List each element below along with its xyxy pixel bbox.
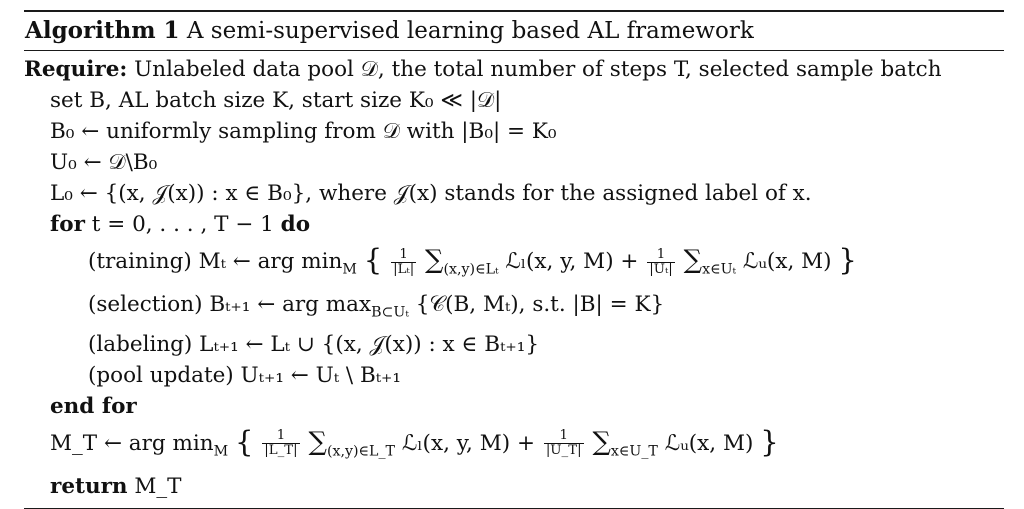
final-sum-2: ∑ xyxy=(592,426,611,457)
init-u0-line xyxy=(24,147,1004,178)
init-b0-text: B₀ ← uniformly sampling from 𝒟 with |B₀| = K₀ xyxy=(50,119,557,144)
end-for-line xyxy=(24,391,1004,422)
training-sum-2-sub: x∈Uₜ xyxy=(702,261,737,278)
for-keyword: for xyxy=(50,212,85,237)
training-term-2: ℒᵤ(x, M) xyxy=(742,249,832,274)
final-lhs: M_T ← arg min xyxy=(50,430,214,456)
final-frac-2 xyxy=(544,429,584,458)
for-line xyxy=(24,209,1004,240)
final-frac-1-num: 1 xyxy=(262,429,299,444)
labeling-rhs: Lₜ₊₁ ← Lₜ ∪ {(x, 𝒥(x)) : x ∈ Bₜ₊₁} xyxy=(199,331,540,357)
return-value: M_T xyxy=(134,473,182,499)
final-frac-2-den: |U_T| xyxy=(545,443,582,459)
init-u0-text: U₀ ← 𝒟\B₀ xyxy=(50,150,158,175)
training-lhs: Mₜ ← arg min xyxy=(198,249,343,274)
selection-tag: (selection) xyxy=(88,292,203,318)
for-condition: t = 0, . . . , T − 1 xyxy=(91,212,274,237)
training-frac-1-den: |Lₜ| xyxy=(393,261,415,277)
training-brace-close: } xyxy=(838,243,857,277)
require-line-continued xyxy=(24,85,1004,116)
final-sum-1: ∑ xyxy=(308,426,327,457)
training-frac-2-num: 1 xyxy=(647,248,675,263)
end-for-keyword: end for xyxy=(50,393,137,419)
final-sum-2-sub: x∈U_T xyxy=(610,442,658,459)
training-frac-1 xyxy=(391,248,416,277)
pool-update-tag: (pool update) xyxy=(88,362,234,388)
algorithm-caption: A semi-supervised learning based AL framework xyxy=(186,18,754,44)
final-brace-close: } xyxy=(760,424,779,459)
training-argmin-sub: M xyxy=(342,261,357,278)
training-sum-1-sub: (x,y)∈Lₜ xyxy=(443,261,499,278)
algorithm-body xyxy=(24,51,1004,508)
selection-argmax-sub: B⊂Uₜ xyxy=(371,304,409,321)
selection-lhs: Bₜ₊₁ ← arg max xyxy=(209,292,372,318)
final-term-2: ℒᵤ(x, M) xyxy=(664,430,754,456)
require-text: Unlabeled data pool 𝒟, the total number of steps T, selected sample batch xyxy=(134,57,942,82)
labeling-line xyxy=(24,329,1004,360)
training-tag: (training) xyxy=(88,249,192,274)
do-keyword: do xyxy=(280,212,311,237)
training-term-1: ℒₗ(x, y, M) + xyxy=(505,249,639,274)
final-frac-1-den: |L_T| xyxy=(264,443,298,459)
algorithm-block xyxy=(24,10,1004,509)
init-l0-text: L₀ ← {(x, 𝒥(x)) : x ∈ B₀}, where 𝒥(x) stands for the assigned label of x. xyxy=(50,181,812,206)
final-sum-1-sub: (x,y)∈L_T xyxy=(326,442,396,459)
algorithm-label: Algorithm 1 xyxy=(25,17,180,44)
selection-rhs: {𝒞(B, Mₜ), s.t. |B| = K} xyxy=(415,292,665,318)
pool-update-line xyxy=(24,360,1004,391)
training-frac-2-den: |Uₜ| xyxy=(649,261,673,277)
training-sum-1: ∑ xyxy=(425,245,444,275)
algorithm-title xyxy=(24,12,1004,50)
training-frac-1-num: 1 xyxy=(391,248,416,263)
require-line xyxy=(24,54,1004,85)
training-frac-2 xyxy=(647,248,675,277)
final-line xyxy=(24,422,1004,471)
init-b0-line xyxy=(24,116,1004,147)
require-keyword: Require: xyxy=(24,57,128,82)
final-frac-2-num: 1 xyxy=(544,429,584,444)
init-l0-line xyxy=(24,178,1004,209)
return-line xyxy=(24,471,1004,502)
final-term-1: ℒₗ(x, y, M) + xyxy=(401,430,535,456)
pool-update-rhs: Uₜ₊₁ ← Uₜ \ Bₜ₊₁ xyxy=(240,362,402,388)
final-argmin-sub: M xyxy=(213,442,229,459)
training-line xyxy=(24,240,1004,289)
training-brace-open: { xyxy=(363,243,383,277)
return-keyword: return xyxy=(50,473,128,499)
final-frac-1 xyxy=(262,429,299,458)
final-brace-open: { xyxy=(234,424,254,459)
training-sum-2: ∑ xyxy=(683,245,703,275)
labeling-tag: (labeling) xyxy=(88,331,193,357)
selection-line xyxy=(24,289,1004,328)
require-text-continued: set B, AL batch size K, start size K₀ ≪ |𝒟| xyxy=(50,88,502,113)
